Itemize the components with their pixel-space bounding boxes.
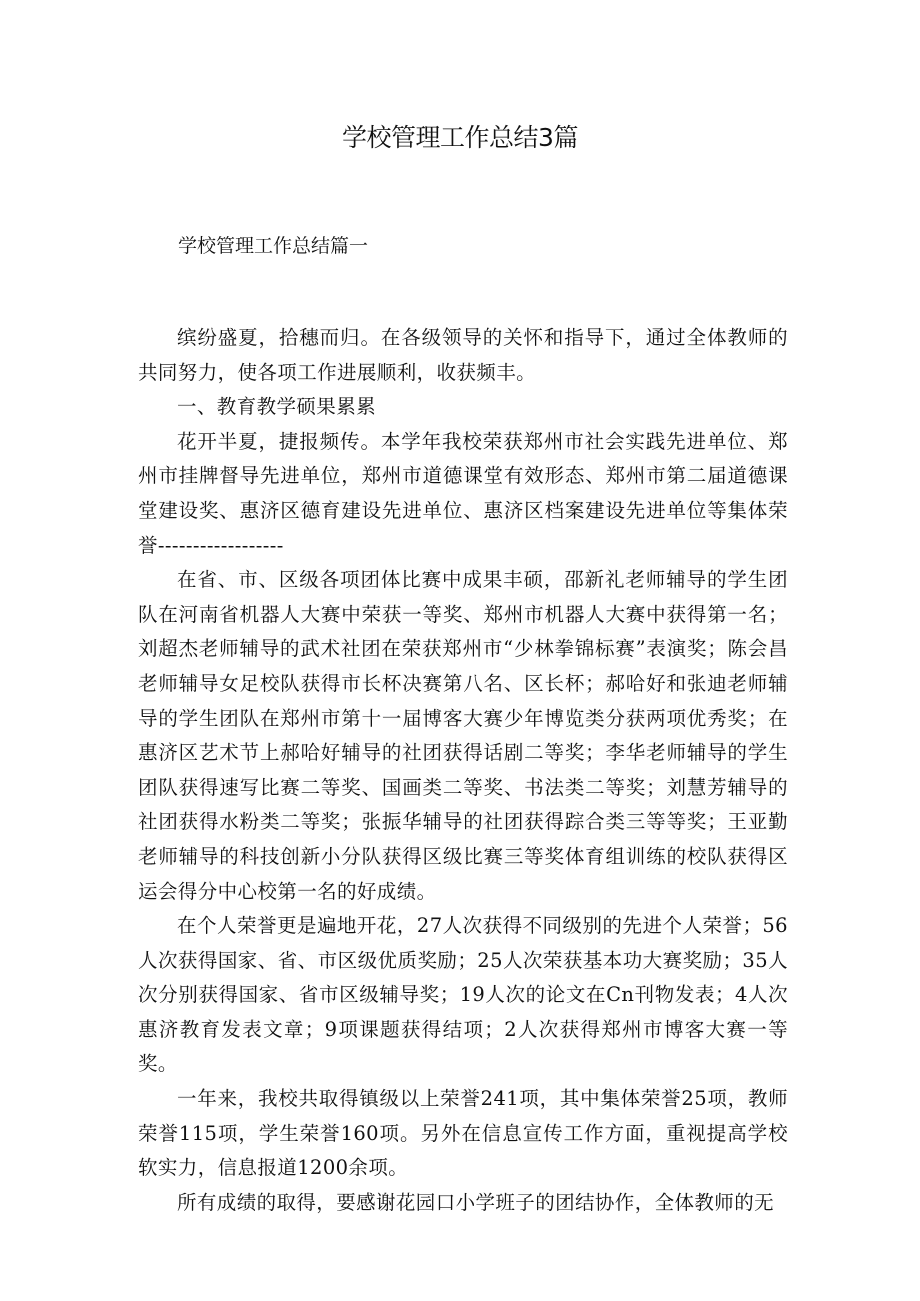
section-title: 学校管理工作总结篇一 bbox=[178, 235, 369, 257]
paragraph-team-competitions: 在省、市、区级各项团体比赛中成果丰硕，邵新礼老师辅导的学生团队在河南省机器人大赛中荣获一等奖、郑州市机器人大赛中获得第一名；刘超杰老师辅导的武术社团在荣获郑州市“少林拳锦标赛”表演奖；陈会昌老师辅导女足校队获得市长杯决赛第八名、区长杯；郝哈好和张迪老师辅导的学生团队在郑州市第十一届博客大赛少年博览类分获两项优秀奖；在惠济区艺术节上郝哈好辅导的社团获得话剧二等奖；李华老师辅导的学生团队获得速写比赛二等奖、国画类二等奖、书法类二等奖；刘慧芳辅导的社团获得水粉类二等奖；张振华辅导的社团获得踪合类三等等奖；王亚勤老师辅导的科技创新小分队获得区级比赛三等奖体育组训练的校队获得区运会得分中心校第一名的好成绩。 bbox=[138, 568, 788, 903]
document-title: 学校管理工作总结3篇 bbox=[342, 123, 578, 152]
paragraph-intro: 缤纷盛夏，拾穗而归。在各级领导的关怀和指导下，通过全体教师的共同努力，使各项工作进展顺利，收获频丰。 bbox=[138, 326, 788, 384]
document-body bbox=[138, 321, 788, 1220]
paragraph-heading-teaching: 一、教育教学硕果累累 bbox=[177, 395, 377, 419]
paragraph-annual-summary: 一年来，我校共取得镇级以上荣誉241项，其中集体荣誉25项，教师荣誉115项，学生荣誉160项。另外在信息宣传工作方面，重视提高学校软实力，信息报道1200余项。 bbox=[138, 1087, 788, 1180]
paragraph-collective-honors: 花开半夏，捷报频传。本学年我校荣获郑州市社会实践先进单位、郑州市挂牌督导先进单位，郑州市道德课堂有效形态、郑州市第二届道德课堂建设奖、惠济区德育建设先进单位、惠济区档案建设先进单位等集体荣誉------------------ bbox=[138, 429, 788, 557]
paragraph-individual-honors: 在个人荣誉更是遍地开花，27人次获得不同级别的先进个人荣誉；56人次获得国家、省、市区级优质奖励；25人次荣获基本功大赛奖励；35人次分别获得国家、省市区级辅导奖；19人次的论文在Cn刊物发表；4人次惠济教育发表文章；9项课题获得结项；2人次获得郑州市博客大赛一等奖。 bbox=[138, 914, 788, 1076]
paragraph-acknowledgement: 所有成绩的取得，要感谢花园口小学班子的团结协作，全体教师的无 bbox=[177, 1190, 775, 1214]
